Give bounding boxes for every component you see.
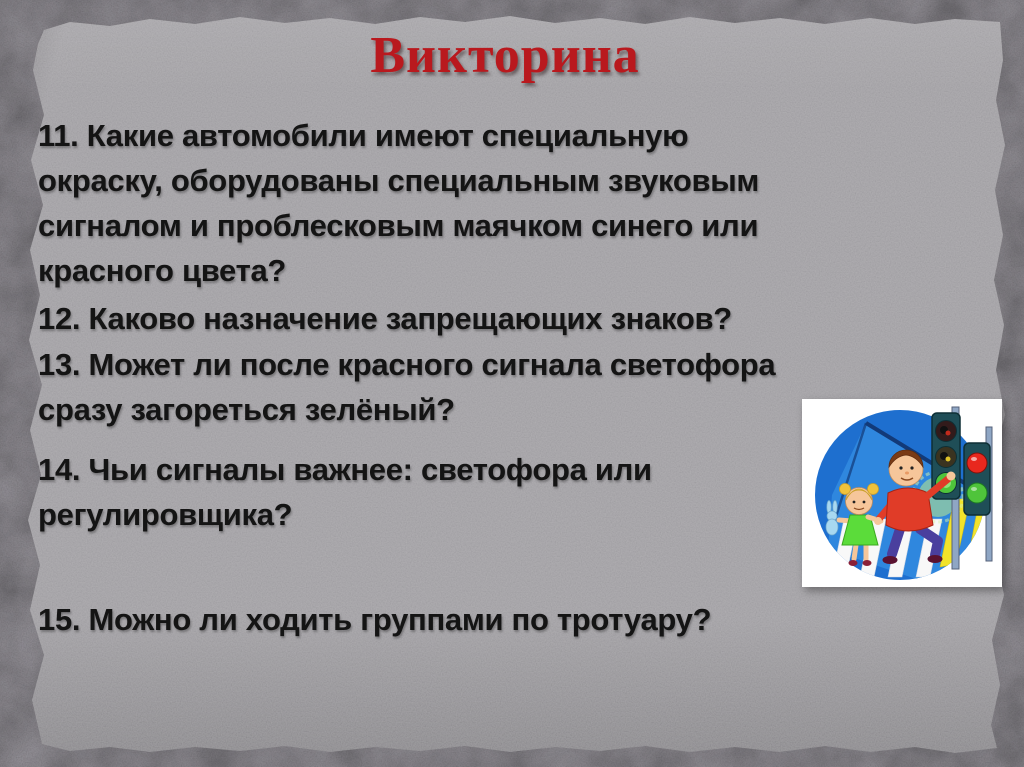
red-lamp [967,453,987,473]
question-line: красного цвета? [38,253,287,288]
question-line: окраску, оборудованы специальным звуковым [38,163,760,198]
question-11 [38,113,988,293]
question-12 [38,296,988,341]
question-15 [38,597,988,642]
question-line: регулировщика? [38,497,293,532]
question-line: 14. Чьи сигналы важнее: светофора или [38,452,652,487]
children-crossing-illustration-svg [802,399,1002,587]
question-line: сразу загореться зелёный? [38,392,455,427]
traffic-light-main-icon [964,443,990,515]
question-line: 12. Каково назначение запрещающих знаков? [38,301,732,336]
children-crossing-illustration [802,399,1002,587]
question-line: 13. Может ли после красного сигнала светофора [38,347,776,382]
question-line: сигналом и проблесковым маячком синего или [38,208,759,243]
question-line: 11. Какие автомобили имеют специальную [38,118,689,153]
question-line: 15. Можно ли ходить группами по тротуару? [38,602,712,637]
slide-title: Викторина [370,27,640,84]
green-lamp [967,483,987,503]
